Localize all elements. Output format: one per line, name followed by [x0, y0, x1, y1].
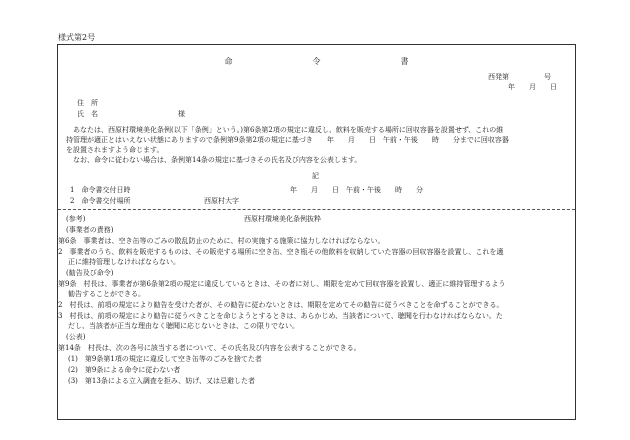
- list-item: (2) 第9条による命令に従わない者: [68, 366, 181, 374]
- article-text: 3 村長は、前項の規定により勧告に従うべきことを命じようとするときは、あらかじめ、当該者について、聴聞を行わなければならない。た: [58, 312, 503, 320]
- article-text: 2 村長は、前項の規定により勧告を受けた者が、その勧告に従わないときは、期限を定めてその勧告に従うべきことを命ずることができる。: [58, 301, 504, 309]
- body-line: を設置されますよう命じます。: [66, 146, 164, 154]
- record-label: 記: [312, 172, 319, 180]
- article-text: 第9条 村長は、事業者が第6条第2項の規定に違反しているときは、その者に対し、期限を定めて回収容器を設置し、適正に維持管理するよう: [58, 280, 506, 288]
- list-item: (1) 第9条第1項の規定に違反して空き缶等のごみを捨てた者: [68, 355, 262, 363]
- body-line: あなたは、西原村環境美化条例(以下「条例」という。)第6条第2項の規定に違反し、飲料を販売する場所に回収容器を設置せず、これの維: [66, 126, 504, 134]
- item-2-value: 西原村大字: [204, 197, 239, 205]
- article-text: だし、当該者が正当な理由なく聴聞に応じないときは、この限りでない。: [68, 322, 299, 330]
- item-1-label: 1 命令書交付日時: [70, 186, 131, 194]
- section-heading: (勧告及び命令): [66, 269, 114, 277]
- article-text: 勧告することができる。: [68, 290, 145, 298]
- reference-title: 西原村環境美化条例抜粋: [244, 215, 321, 223]
- section-heading: (公表): [66, 333, 86, 341]
- body-line: 持管理が適正とはいえない状態にありますので条例第9条第2項の規定に基づき 年 月 日 午前・午後 時 分までに回収容器: [66, 136, 509, 144]
- article-text: 第14条 村長は、次の各号に該当する者について、その氏名及び内容を公表することができる。: [58, 344, 361, 352]
- item-1-value: 年 月 日 午前・午後 時 分: [290, 186, 423, 194]
- name-suffix: 様: [178, 110, 185, 118]
- list-item: (3) 第13条による立入調査を拒み、妨げ、又は忌避した者: [68, 377, 255, 385]
- document-number: 西発第 号: [488, 73, 551, 81]
- address-label: 住 所: [77, 99, 98, 107]
- reference-label: (参考): [66, 215, 86, 223]
- item-2-label: 2 命令書交付場所: [70, 197, 131, 205]
- body-line: なお、命令に従わない場合は、条例第14条の規定に基づきその氏名及び内容を公表します。: [66, 156, 362, 164]
- order-document: [57, 44, 576, 420]
- document-title: 命 令 書: [224, 57, 445, 66]
- article-text: 2 事業者のうち、飲料を販売するものは、その販売する場所に空き缶、空き瓶その他飲料を収納していた容器の回収容器を設置し、これを適: [58, 248, 504, 256]
- dashed-divider: [58, 209, 575, 210]
- form-number: 様式第2号: [58, 33, 96, 42]
- document-date: 年 月 日: [508, 83, 557, 91]
- article-text: 正に維持管理しなければならない。: [68, 258, 180, 266]
- name-label: 氏 名: [77, 110, 98, 118]
- section-heading: (事業者の責務): [66, 226, 114, 234]
- article-text: 第6条 事業者は、空き缶等のごみの散乱防止のために、村の実施する施策に協力しなければならない。: [58, 237, 385, 245]
